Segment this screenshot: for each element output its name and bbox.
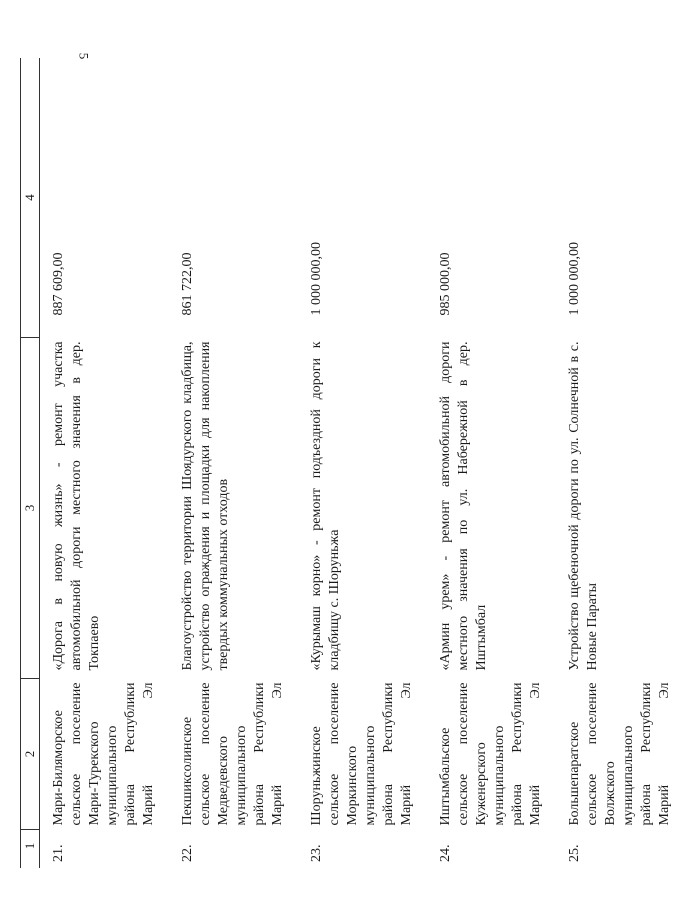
table-row <box>40 58 170 868</box>
project-description: Благоустройство территории Шоядурского кладбища, устройство ограждения и площадки для накопления твердых коммунальных отходов <box>180 341 231 671</box>
table-row <box>169 58 298 868</box>
project-description: «Дорога в новую жизнь» - ремонт участка автомобильной дороги местного значения в дер. Токпаево <box>51 341 102 671</box>
row-number: 25. <box>567 844 582 862</box>
table-row <box>298 58 427 868</box>
page-number: 5 <box>76 52 92 60</box>
settlement-name: Мари-Биляморское сельское поселение Мари-Турекского муниципального района Республики Марий Эл <box>51 682 156 826</box>
grants-table <box>20 58 685 868</box>
amount: 1 000 000,00 <box>309 242 324 316</box>
settlement-name: Шоруньжинское сельское поселение Моркинского муниципального района Республики Марий Эл <box>309 682 414 826</box>
row-number: 23. <box>309 844 324 862</box>
row-number: 24. <box>438 844 453 862</box>
header-col-2: 2 <box>21 679 40 830</box>
row-number: 22. <box>180 844 195 862</box>
table-row <box>427 58 556 868</box>
amount: 887 609,00 <box>51 252 66 316</box>
header-col-3: 3 <box>21 338 40 679</box>
amount: 861 722,00 <box>180 252 195 316</box>
table-row <box>556 58 685 868</box>
settlement-name: Пекшиксолинское сельское поселение Медведевского муниципального района Республики Марий Эл <box>180 682 285 826</box>
header-col-4: 4 <box>21 58 40 338</box>
project-description: Устройство щебеночной дороги по ул. Солнечной в с. Новые Параты <box>567 341 600 671</box>
project-description: «Курымаш корно» - ремонт подъездной дороги к кладбищу с. Шоруньжа <box>309 341 342 671</box>
header-row <box>21 58 40 868</box>
settlement-name: Иштымбальское сельское поселение Куженерского муниципального района Республики Марий Эл <box>438 682 543 826</box>
project-description: «Армин урем» - ремонт автомобильной дороги местного значения по ул. Набережной в дер. Иштымбал <box>438 341 489 671</box>
settlement-name: Большепаратское сельское поселение Волжского муниципального района Республики Марий Эл <box>567 682 672 826</box>
amount: 985 000,00 <box>438 252 453 316</box>
row-number: 21. <box>51 844 66 862</box>
header-col-1: 1 <box>21 830 40 869</box>
amount: 1 000 000,00 <box>567 242 582 316</box>
rotated-table-container <box>20 58 672 868</box>
